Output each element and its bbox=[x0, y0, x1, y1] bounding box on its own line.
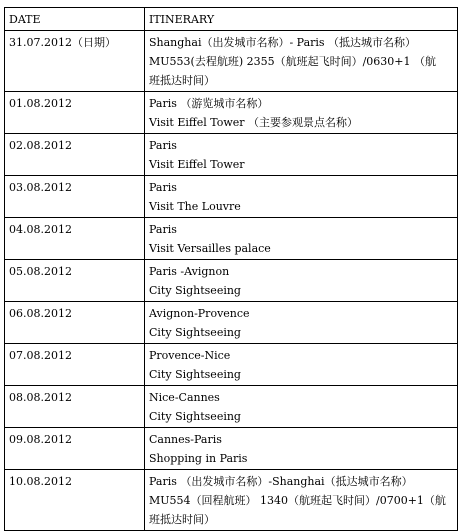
itinerary-cell bbox=[145, 470, 458, 531]
itinerary-line: Paris -Avignon bbox=[149, 265, 230, 278]
table-row bbox=[5, 344, 458, 386]
itinerary-line: MU553(去程航班) 2355（航班起飞时间）/0630+1 （航 bbox=[149, 55, 437, 68]
itinerary-line: Paris bbox=[149, 223, 177, 236]
date-cell: 07.08.2012 bbox=[5, 344, 145, 386]
itinerary-line: Provence-Nice bbox=[149, 349, 231, 362]
itinerary-cell bbox=[145, 428, 458, 470]
itinerary-line: Shanghai（出发城市名称）- Paris （抵达城市名称） bbox=[149, 36, 417, 49]
date-cell: 06.08.2012 bbox=[5, 302, 145, 344]
itinerary-cell bbox=[145, 218, 458, 260]
itinerary-cell bbox=[145, 344, 458, 386]
itinerary-cell bbox=[145, 31, 458, 92]
itinerary-line: Avignon-Provence bbox=[149, 307, 250, 320]
itinerary-line: Paris （游览城市名称） bbox=[149, 97, 269, 110]
itinerary-cell bbox=[145, 134, 458, 176]
table-row bbox=[5, 302, 458, 344]
itinerary-line: MU554（回程航班） 1340（航班起飞时间）/0700+1（航 bbox=[149, 494, 446, 507]
table-row bbox=[5, 92, 458, 134]
itinerary-line: Paris bbox=[149, 139, 177, 152]
itinerary-line: Nice-Cannes bbox=[149, 391, 220, 404]
itinerary-line: City Sightseeing bbox=[149, 284, 241, 297]
date-cell: 08.08.2012 bbox=[5, 386, 145, 428]
itinerary-line: 班抵达时间） bbox=[149, 513, 215, 526]
itinerary-line: Shopping in Paris bbox=[149, 452, 248, 465]
date-cell: 09.08.2012 bbox=[5, 428, 145, 470]
table-header-row bbox=[5, 8, 458, 31]
date-cell: 04.08.2012 bbox=[5, 218, 145, 260]
table-row bbox=[5, 31, 458, 92]
date-cell: 31.07.2012（日期） bbox=[5, 31, 145, 92]
itinerary-line: Visit Eiffel Tower bbox=[149, 158, 245, 171]
itinerary-line: Cannes-Paris bbox=[149, 433, 222, 446]
itinerary-cell bbox=[145, 302, 458, 344]
itinerary-line: City Sightseeing bbox=[149, 326, 241, 339]
table-row bbox=[5, 218, 458, 260]
itinerary-line: City Sightseeing bbox=[149, 410, 241, 423]
date-cell: 01.08.2012 bbox=[5, 92, 145, 134]
date-column-header: DATE bbox=[5, 8, 145, 31]
itinerary-line: Paris （出发城市名称）-Shanghai（抵达城市名称） bbox=[149, 475, 413, 488]
itinerary-line: Visit Eiffel Tower （主要参观景点名称） bbox=[149, 116, 359, 129]
itinerary-line: Visit The Louvre bbox=[149, 200, 241, 213]
itinerary-table bbox=[4, 7, 458, 531]
itinerary-cell bbox=[145, 92, 458, 134]
itinerary-cell bbox=[145, 260, 458, 302]
itinerary-line: Paris bbox=[149, 181, 177, 194]
table-row bbox=[5, 386, 458, 428]
date-cell: 10.08.2012 bbox=[5, 470, 145, 531]
itinerary-table-body bbox=[5, 8, 458, 531]
date-cell: 02.08.2012 bbox=[5, 134, 145, 176]
date-cell: 05.08.2012 bbox=[5, 260, 145, 302]
table-row bbox=[5, 134, 458, 176]
table-row bbox=[5, 176, 458, 218]
itinerary-line: 班抵达时间） bbox=[149, 74, 215, 87]
table-row bbox=[5, 428, 458, 470]
itinerary-column-header: ITINERARY bbox=[145, 8, 458, 31]
itinerary-line: City Sightseeing bbox=[149, 368, 241, 381]
table-row bbox=[5, 470, 458, 531]
date-cell: 03.08.2012 bbox=[5, 176, 145, 218]
itinerary-cell bbox=[145, 386, 458, 428]
itinerary-line: Visit Versailles palace bbox=[149, 242, 271, 255]
table-row bbox=[5, 260, 458, 302]
itinerary-cell bbox=[145, 176, 458, 218]
